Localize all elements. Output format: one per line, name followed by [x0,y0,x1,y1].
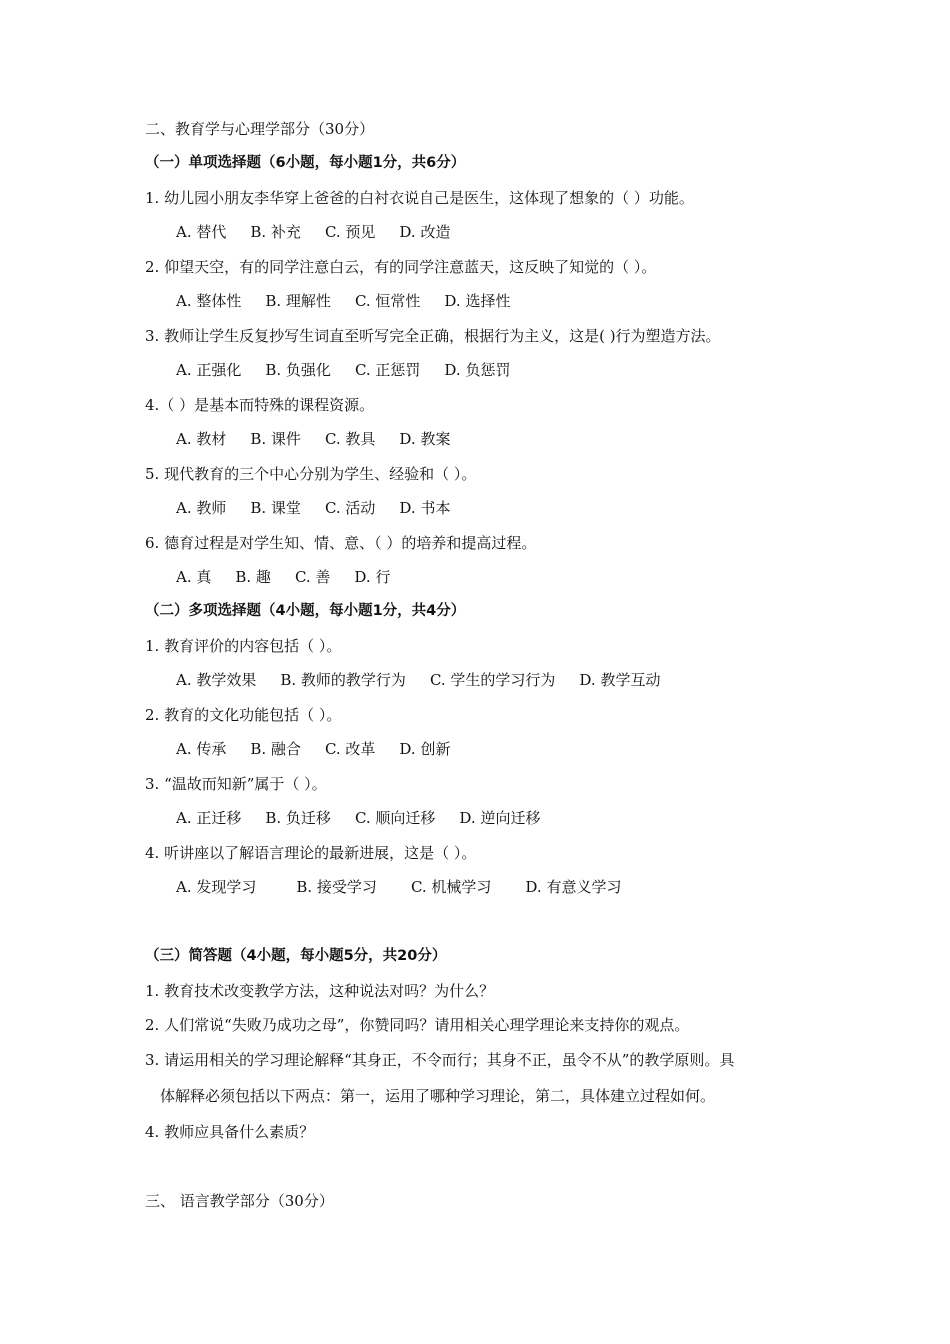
option-c: C. 顺向迁移 [354,809,436,827]
option-a: A. 传承 [176,740,227,758]
option-b: B. 趣 [235,568,271,586]
s1-q3-options [176,360,510,380]
option-c: C. 恒常性 [354,292,421,310]
option-c: C. 机械学习 [410,878,492,896]
option-a: A. 替代 [176,223,227,241]
option-b: B. 补充 [250,223,301,241]
option-a: A. 教学效果 [176,671,257,689]
option-d: D. 行 [354,568,391,586]
s2-q1-options [176,670,660,690]
option-d: D. 书本 [399,499,451,517]
s2-q3-options [176,808,540,828]
option-b: B. 课件 [250,430,301,448]
part3-title: 三、 语言教学部分（30分） [145,1192,334,1210]
option-c: C. 善 [294,568,331,586]
option-a: A. 真 [176,568,212,586]
s1-question-1: 1. 幼儿园小朋友李华穿上爸爸的白衬衣说自己是医生，这体现了想象的（ ）功能。 [145,189,694,207]
option-a: A. 发现学习 [176,878,257,896]
option-c: C. 改革 [324,740,376,758]
option-d: D. 有意义学习 [525,878,622,896]
section2-heading: （二）多项选择题（4小题，每小题1分，共4分） [145,603,466,619]
option-d: D. 教学互动 [579,671,661,689]
option-c: C. 预见 [324,223,376,241]
s2-question-4: 4. 听讲座以了解语言理论的最新进展，这是（ ）。 [145,844,477,862]
s1-question-6: 6. 德育过程是对学生知、情、意、（ ）的培养和提高过程。 [145,534,537,552]
s1-q2-options [176,291,510,311]
s1-q6-options [176,567,390,587]
s1-q5-options [176,498,450,518]
s1-q1-options [176,222,450,242]
s1-question-4: 4.（ ）是基本而特殊的课程资源。 [145,396,375,414]
s3-question-2: 2. 人们常说“失败乃成功之母”，你赞同吗？请用相关心理学理论来支持你的观点。 [145,1016,690,1034]
option-b: B. 理解性 [265,292,331,310]
option-c: C. 正惩罚 [354,361,421,379]
option-b: B. 负迁移 [265,809,331,827]
s3-question-4: 4. 教师应具备什么素质？ [145,1123,315,1141]
s2-question-2: 2. 教育的文化功能包括（ ）。 [145,706,342,724]
option-d: D. 逆向迁移 [459,809,541,827]
s3-question-3: 3. 请运用相关的学习理论解释“其身正，不令而行；其身不正，虽令不从”的教学原则。具 [145,1051,735,1069]
option-b: B. 融合 [250,740,301,758]
s1-question-2: 2. 仰望天空，有的同学注意白云，有的同学注意蓝天，这反映了知觉的（ ）。 [145,258,657,276]
option-a: A. 教师 [176,499,227,517]
s1-q4-options [176,429,450,449]
part2-title: 二、教育学与心理学部分（30分） [145,120,375,138]
option-a: A. 教材 [176,430,227,448]
section3-heading: （三）简答题（4小题，每小题5分，共20分） [145,948,447,964]
option-b: B. 课堂 [250,499,301,517]
option-b: B. 接受学习 [296,878,377,896]
option-d: D. 教案 [399,430,451,448]
option-a: A. 正迁移 [176,809,242,827]
option-b: B. 负强化 [265,361,331,379]
s1-question-3: 3. 教师让学生反复抄写生词直至听写完全正确，根据行为主义，这是( )行为塑造方法。 [145,327,721,345]
s2-question-1: 1. 教育评价的内容包括（ ）。 [145,637,342,655]
s2-q4-options [176,877,621,897]
s2-q2-options [176,739,450,759]
option-d: D. 创新 [399,740,451,758]
option-a: A. 整体性 [176,292,242,310]
option-d: D. 选择性 [444,292,511,310]
section1-heading: （一）单项选择题（6小题，每小题1分，共6分） [145,155,466,171]
s2-question-3: 3. “温故而知新”属于（ ）。 [145,775,327,793]
s3-question-1: 1. 教育技术改变教学方法，这种说法对吗？为什么？ [145,982,495,1000]
option-c: C. 活动 [324,499,376,517]
option-b: B. 教师的教学行为 [280,671,406,689]
option-d: D. 负惩罚 [444,361,511,379]
s1-question-5: 5. 现代教育的三个中心分别为学生、经验和（ ）。 [145,465,477,483]
option-c: C. 学生的学习行为 [429,671,556,689]
option-d: D. 改造 [399,223,451,241]
option-c: C. 教具 [324,430,376,448]
s3-question-3-cont: 体解释必须包括以下两点：第一，运用了哪种学习理论，第二，具体建立过程如何。 [160,1087,716,1105]
option-a: A. 正强化 [176,361,242,379]
